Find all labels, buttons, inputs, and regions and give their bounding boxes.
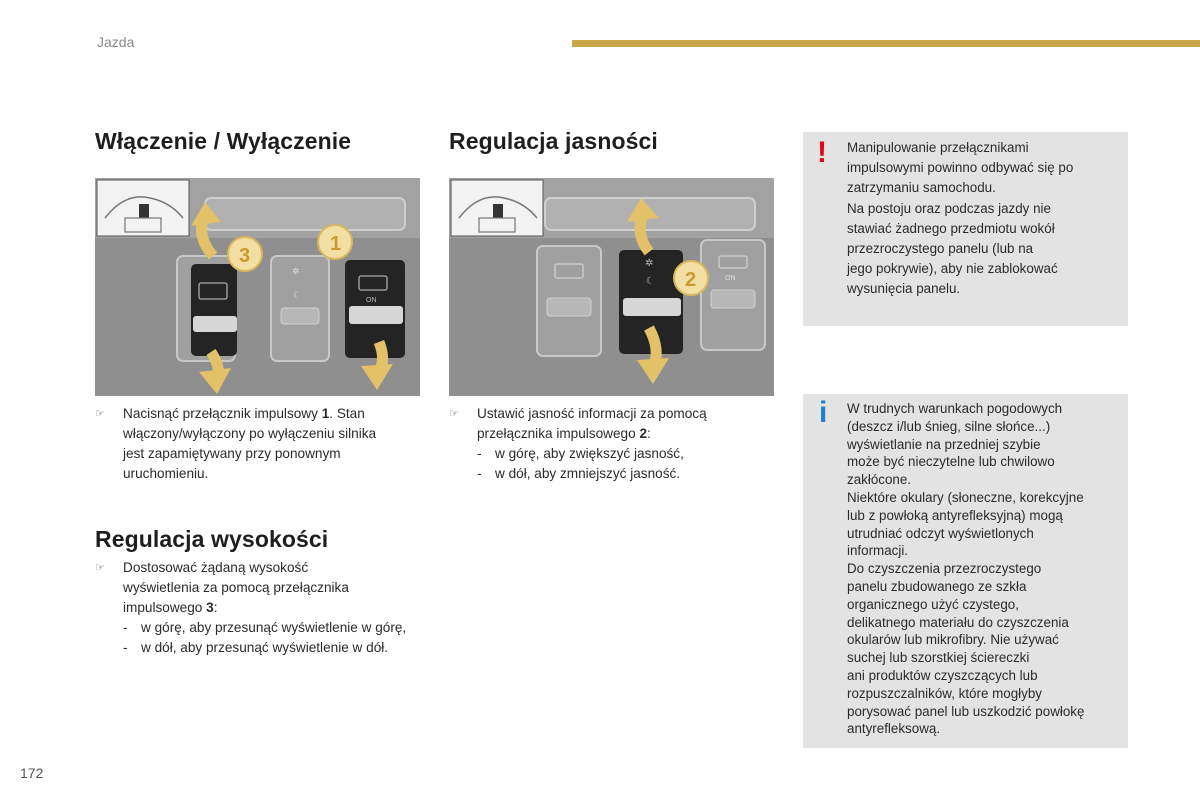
exclamation-icon: ! — [817, 136, 827, 169]
header-accent-bar — [572, 40, 1200, 47]
pointing-hand-icon: ☞ — [449, 408, 459, 420]
section-header: Jazda — [97, 34, 135, 50]
figure-brightness-switch — [449, 178, 774, 396]
svg-text:✲: ✲ — [292, 266, 300, 276]
callout-1: 1 — [330, 233, 342, 255]
pointing-hand-icon: ☞ — [95, 562, 105, 574]
warning-note — [803, 132, 1128, 326]
page-number: 172 — [20, 765, 44, 781]
switch-on-label: ON — [366, 297, 377, 304]
section-title-height: Regulacja wysokości — [95, 526, 329, 552]
info-note — [803, 394, 1128, 748]
info-text: W trudnych warunkach pogodowych (deszcz i/lub śnieg, silne słońce...) wyświetlanie na przedniej szybie może być nieczytelne lub chwilowo zakłócone. Niektóre okulary (słoneczne, korekcyjne lub z powłoką antyrefleksyjną) mogą utrudniać odczyt wyświetlonych informacji. Do czyszczenia przezroczystego panelu zbudowanego ze szkła organicznego użyć czystego, delikatnego materiału do czyszczenia okularów lub mikrofibry. Nie używać suchej lub szorstkiej ściereczki ani produktów czyszczących lub rozpuszczalników, które mogłyby porysować panel lub uszkodzić powłokę antyrefleksową. — [847, 401, 1085, 737]
callout-3: 3 — [239, 245, 251, 267]
svg-text:☾: ☾ — [293, 290, 302, 300]
switch-on-label: ON — [725, 275, 736, 282]
section-title-brightness: Regulacja jasności — [449, 128, 658, 154]
figure-on-off-switches — [95, 178, 420, 396]
svg-text:☾: ☾ — [646, 276, 655, 287]
callout-2: 2 — [685, 269, 697, 291]
brightness-instructions: ☞ Ustawić jasność informacji za pomocą przełącznika impulsowego 2: - w górę, aby zwiększyć jasność, - w dół, aby zmniejszyć jasność. — [449, 406, 707, 481]
on-off-instructions: ☞ Nacisnąć przełącznik impulsowy 1. Stan włączony/wyłączony po wyłączeniu silnika jest zapamiętywany przy ponownym uruchomieniu. — [95, 406, 377, 481]
pointing-hand-icon: ☞ — [95, 408, 105, 420]
warning-text: Manipulowanie przełącznikami impulsowymi powinno odbywać się po zatrzymaniu samochodu. Na postoju oraz podczas jazdy nie stawiać żadnego przedmiotu wokół przezroczystego panelu (lub na jego pokrywie), aby nie zablokować wysunięcia panelu. — [847, 140, 1074, 297]
info-icon: i — [819, 396, 828, 429]
svg-text:✲: ✲ — [645, 258, 654, 269]
section-title-on-off: Włączenie / Wyłączenie — [95, 128, 352, 154]
height-instructions: ☞ Dostosować żądaną wysokość wyświetlenia za pomocą przełącznika impulsowego 3: - w górę, aby przesunąć wyświetlenie w górę, - w dół, aby przesunąć wyświetlenie w dół. — [95, 560, 407, 655]
